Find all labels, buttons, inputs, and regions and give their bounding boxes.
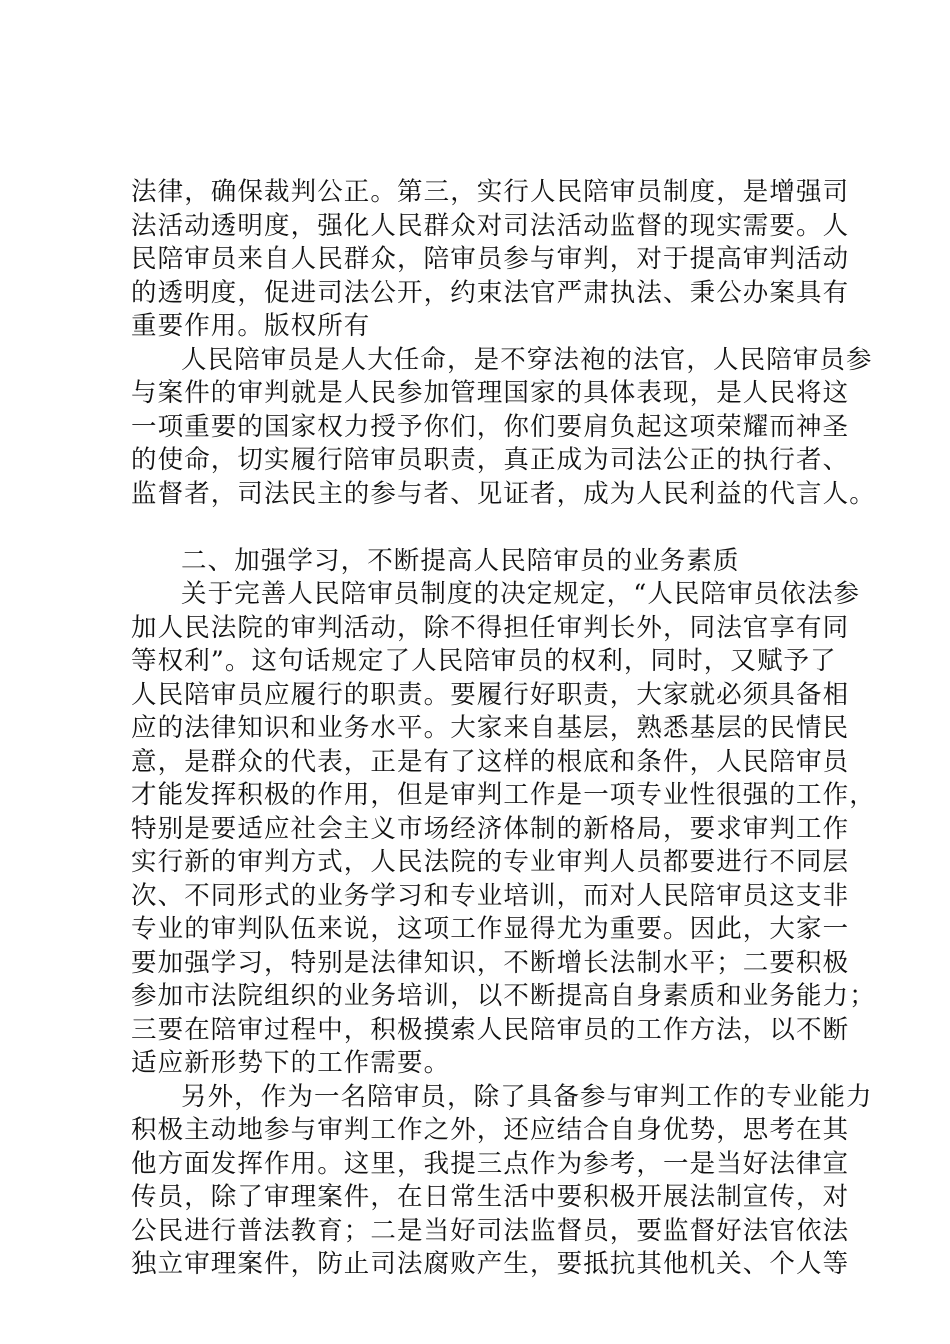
text-line: 等权利”。这句话规定了人民陪审员的权利，同时，又赋予了 (131, 646, 837, 676)
heading-text: 二、加强学习，不断提高人民陪审员的业务素质 (181, 545, 740, 576)
paragraph-3 (131, 578, 876, 1081)
text-line: 才能发挥积极的作用，但是审判工作是一项专业性很强的工作， (131, 780, 876, 810)
text-line: 他方面发挥作用。这里，我提三点作为参考，一是当好法律宣 (131, 1148, 850, 1179)
text-line: 人民陪审员是人大任命，是不穿法袍的法官，人民陪审员参 (181, 344, 873, 375)
paragraph-1 (131, 176, 851, 344)
text-line: 意，是群众的代表，正是有了这样的根底和条件，人民陪审员 (131, 746, 850, 777)
text-line: 法律，确保裁判公正。第三，实行人民陪审员制度，是增强司 (131, 177, 850, 207)
text-line: 三要在陪审过程中，积极摸索人民陪审员的工作方法，以不断 (131, 1014, 850, 1045)
text-line: 要加强学习，特别是法律知识，不断增长法制水平；二要积极 (131, 947, 850, 978)
text-line: 特别是要适应社会主义市场经济体制的新格局，要求审判工作 (131, 813, 850, 844)
text-line: 次、不同形式的业务学习和专业培训，而对人民陪审员这支非 (131, 880, 850, 911)
text-line: 积极主动地参与审判工作之外，还应结合自身优势，思考在其 (131, 1115, 850, 1145)
text-line: 法活动透明度，强化人民群众对司法活动监督的现实需要。人 (131, 210, 850, 241)
text-line: 与案件的审判就是人民参加管理国家的具体表现，是人民将这 (131, 378, 850, 408)
document-body (131, 176, 876, 1282)
text-line: 适应新形势下的工作需要。 (131, 1048, 451, 1078)
text-line: 人民陪审员应履行的职责。要履行好职责，大家就必须具备相 (131, 679, 850, 710)
text-line: 重要作用。版权所有 (131, 311, 371, 341)
text-line: 监督者，司法民主的参与者、见证者，成为人民利益的代言人。 (131, 478, 876, 509)
text-line: 民陪审员来自人民群众，陪审员参与审判，对于提高审判活动 (131, 244, 850, 274)
section-heading (131, 545, 851, 579)
text-line: 应的法律知识和业务水平。大家来自基层，熟悉基层的民情民 (131, 713, 850, 743)
paragraph-4 (131, 1081, 873, 1282)
paragraph-2 (131, 344, 876, 512)
text-line: 传员，除了审理案件，在日常生活中要积极开展法制宣传，对 (131, 1182, 850, 1212)
text-line: 另外，作为一名陪审员，除了具备参与审判工作的专业能力 (181, 1081, 873, 1112)
text-line: 的使命，切实履行陪审员职责，真正成为司法公正的执行者、 (131, 445, 850, 475)
text-line: 的透明度，促进司法公开，约束法官严肃执法、秉公办案具有 (131, 277, 850, 308)
paragraph-gap (131, 511, 851, 545)
text-line: 独立审理案件，防止司法腐败产生，要抵抗其他机关、个人等 (131, 1249, 850, 1279)
text-line: 参加市法院组织的业务培训，以不断提高自身素质和业务能力； (131, 981, 876, 1011)
text-line: 专业的审判队伍来说，这项工作显得尤为重要。因此，大家一 (131, 914, 850, 944)
text-line: 公民进行普法教育；二是当好司法监督员，要监督好法官依法 (131, 1215, 850, 1246)
text-line: 一项重要的国家权力授予你们，你们要肩负起这项荣耀而神圣 (131, 411, 850, 442)
text-line: 实行新的审判方式，人民法院的专业审判人员都要进行不同层 (131, 847, 850, 877)
text-line: 加人民法院的审判活动，除不得担任审判长外，同法官享有同 (131, 612, 850, 643)
text-line: 关于完善人民陪审员制度的决定规定，“人民陪审员依法参 (181, 579, 861, 609)
